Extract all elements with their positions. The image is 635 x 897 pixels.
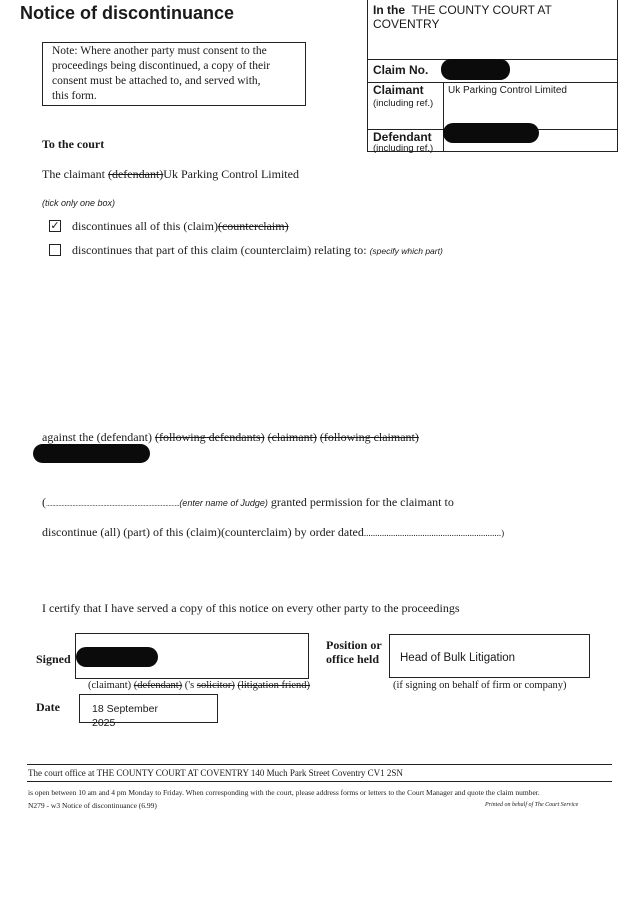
footer-rule-top bbox=[27, 764, 612, 765]
against-statement bbox=[42, 430, 419, 445]
claimant-statement bbox=[42, 167, 299, 182]
option-all-label: discontinues all of this (claim) bbox=[72, 219, 218, 233]
court-name-line2: COVENTRY bbox=[373, 17, 440, 31]
role-defendant-struck: (defendant) bbox=[133, 680, 183, 691]
note-line-4: this form. bbox=[52, 90, 97, 102]
against-label: against the (defendant) bbox=[42, 430, 152, 444]
claimant-label: Claimant bbox=[373, 83, 424, 97]
court-name-line1: THE COUNTY COURT AT bbox=[411, 3, 552, 17]
signature-redaction bbox=[76, 647, 158, 667]
tick-hint: (tick only one box) bbox=[42, 198, 116, 208]
discontinue-dots: .............................................................) bbox=[363, 528, 505, 538]
judge-open-paren: ( bbox=[42, 495, 46, 509]
note-line-2: proceedings being discontinued, a copy of their bbox=[52, 60, 271, 72]
to-the-court-heading: To the court bbox=[42, 137, 105, 151]
claimant-name: Uk Parking Control Limited bbox=[163, 167, 299, 181]
defendant-struck: (defendant) bbox=[107, 167, 164, 181]
option-all-text bbox=[72, 219, 289, 234]
position-label-line2: office held bbox=[326, 652, 379, 666]
footer-office-line: The court office at THE COUNTY COURT AT COVENTRY 140 Much Park Street Coventry CV1 2SN bbox=[28, 768, 403, 778]
footer-hours-line: is open between 10 am and 4 pm Monday to Friday. When corresponding with the court, please address forms or letters to the Court Manager and quote the claim number. bbox=[28, 788, 540, 797]
discontinue-part-checkbox[interactable] bbox=[49, 244, 61, 256]
claim-no-redaction bbox=[441, 59, 510, 80]
claim-no-label: Claim No. bbox=[373, 63, 429, 77]
against-struck-1: (following defendants) bbox=[154, 430, 265, 444]
against-struck-3: (following claimant) bbox=[319, 430, 419, 444]
claimant-value: Uk Parking Control Limited bbox=[448, 85, 567, 96]
option-part-text bbox=[72, 243, 443, 258]
note-box bbox=[42, 42, 306, 106]
judge-hint: (enter name of Judge) bbox=[179, 498, 268, 508]
role-solicitor-struck: solicitor) bbox=[196, 680, 235, 691]
date-label: Date bbox=[36, 700, 60, 714]
position-label-line1: Position or bbox=[326, 638, 382, 652]
signatory-role bbox=[88, 680, 310, 691]
discontinue-text: discontinue (all) (part) of this (claim)(counterclaim) by order dated bbox=[42, 525, 364, 539]
date-line-1: 18 September bbox=[92, 703, 158, 715]
role-litigation-struck: (litigation friend) bbox=[237, 680, 311, 691]
judge-statement bbox=[42, 495, 454, 510]
position-note: (if signing on behalf of firm or company) bbox=[393, 680, 567, 691]
role-solicitor-prefix: ('s bbox=[184, 680, 195, 691]
claimant-sub-label: (including ref.) bbox=[373, 98, 434, 109]
defendant-label: Defendant bbox=[373, 130, 432, 144]
against-struck-2: (claimant) bbox=[267, 430, 317, 444]
date-line-2: 2025 bbox=[92, 717, 116, 729]
option-part-label: discontinues that part of this claim (counterclaim) relating to: bbox=[72, 243, 367, 257]
option-part-hint: (specify which part) bbox=[369, 246, 443, 256]
signed-label: Signed bbox=[36, 652, 71, 666]
defendant-redaction bbox=[443, 123, 539, 143]
judge-text: granted permission for the claimant to bbox=[270, 495, 454, 509]
footer-printed-by: Printed on behalf of The Court Service bbox=[485, 802, 579, 808]
certify-statement: I certify that I have served a copy of this notice on every other party to the proceedings bbox=[42, 601, 460, 615]
note-line-1: Note: Where another party must consent to the bbox=[52, 45, 267, 57]
claimant-prefix: The claimant bbox=[42, 167, 105, 181]
discontinue-statement bbox=[42, 525, 504, 540]
role-claimant: (claimant) bbox=[88, 680, 132, 691]
footer-form-code: N279 - w3 Notice of discontinuance (6.99) bbox=[28, 801, 157, 810]
note-line-3: consent must be attached to, and served with, bbox=[52, 75, 261, 87]
footer-rule-middle bbox=[27, 781, 612, 782]
discontinue-all-checkbox[interactable]: ✓ bbox=[50, 219, 60, 232]
defendant-name-redaction bbox=[33, 444, 150, 463]
option-all-struck: (counterclaim) bbox=[217, 219, 289, 233]
page-title: Notice of discontinuance bbox=[20, 3, 235, 23]
court-in-the-label: In the bbox=[373, 3, 405, 17]
judge-dots: ...................................................................................... bbox=[46, 500, 180, 508]
defendant-sub-label: (including ref.) bbox=[373, 143, 434, 154]
position-value: Head of Bulk Litigation bbox=[400, 652, 516, 664]
